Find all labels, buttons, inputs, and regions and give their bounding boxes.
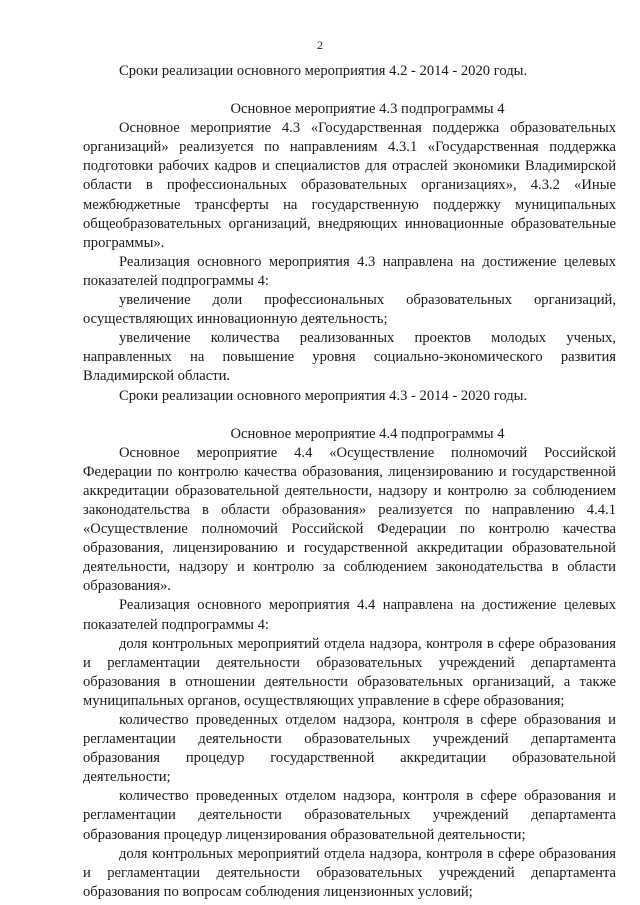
paragraph-4-3-targets: Реализация основного мероприятия 4.3 направлена на достижение целевых показателей подпрограммы 4: — [83, 253, 616, 289]
paragraph-4-3-indicator-2: увеличение количества реализованных проектов молодых ученых, направленных на повышение уровня социально-экономического развития Владимирской области. — [83, 330, 616, 385]
paragraph-4-4-targets: Реализация основного мероприятия 4.4 направлена на достижение целевых показателей подпрограммы 4: — [83, 597, 616, 633]
paragraph-4-4-indicator-1: доля контрольных мероприятий отдела надзора, контроля в сфере образования и регламентации деятельности образовательных учреждений департамента образования в отношении деятельности образовательных организаций, а также муниципальных органов, осуществляющих управление в сфере образования; — [83, 635, 616, 709]
document-body — [83, 62, 616, 902]
paragraph-4-4-indicator-4: доля контрольных мероприятий отдела надзора, контроля в сфере образования и регламентации деятельности образовательных учреждений департамента образования по вопросам соблюдения лицензионных условий; — [83, 845, 616, 900]
spacer — [83, 406, 616, 425]
paragraph-4-4-indicator-2: количество проведенных отделом надзора, контроля в сфере образования и регламентации деятельности образовательных учреждений департамента образования процедур государственной аккредитации образовательной деятельности; — [83, 712, 616, 786]
page-number: 2 — [317, 38, 323, 52]
deadline-4-2: Сроки реализации основного мероприятия 4.2 - 2014 - 2020 годы. — [119, 63, 528, 79]
spacer — [83, 81, 616, 100]
heading-4-4: Основное мероприятие 4.4 подпрограммы 4 — [230, 425, 505, 442]
paragraph-4-4-description: Основное мероприятие 4.4 «Осуществление полномочий Российской Федерации по контролю качества образования, лицензированию и государственной аккредитации образовательной деятельности, надзору и контролю за соблюдением законодательства в области образования» реализуется по направлению 4.4.1 «Осуществление полномочий Российской Федерации по контролю качества образования, лицензированию и государственной аккредитации образовательной деятельности, надзору и контролю за соблюдением законодательства в области образования». — [83, 444, 616, 595]
heading-4-3: Основное мероприятие 4.3 подпрограммы 4 — [230, 101, 505, 118]
paragraph-4-4-indicator-3: количество проведенных отделом надзора, контроля в сфере образования и регламентации деятельности образовательных учреждений департамента образования процедур лицензирования образовательной деятельности; — [83, 788, 616, 843]
paragraph-4-3-description: Основное мероприятие 4.3 «Государственная поддержка образовательных организаций» реализуется по направлениям 4.3.1 «Государственная поддержка подготовки рабочих кадров и специалистов для отраслей экономики Владимирской области в профессиональных образовательных организациях», 4.3.2 «Иные межбюджетные трансферты на государственную поддержку муниципальных общеобразовательных организаций, внедряющих инновационные образовательные программы». — [83, 120, 616, 251]
deadline-4-3: Сроки реализации основного мероприятия 4.3 - 2014 - 2020 годы. — [119, 387, 528, 404]
paragraph-4-3-indicator-1: увеличение доли профессиональных образовательных организаций, осуществляющих инновационную деятельность; — [83, 292, 616, 328]
